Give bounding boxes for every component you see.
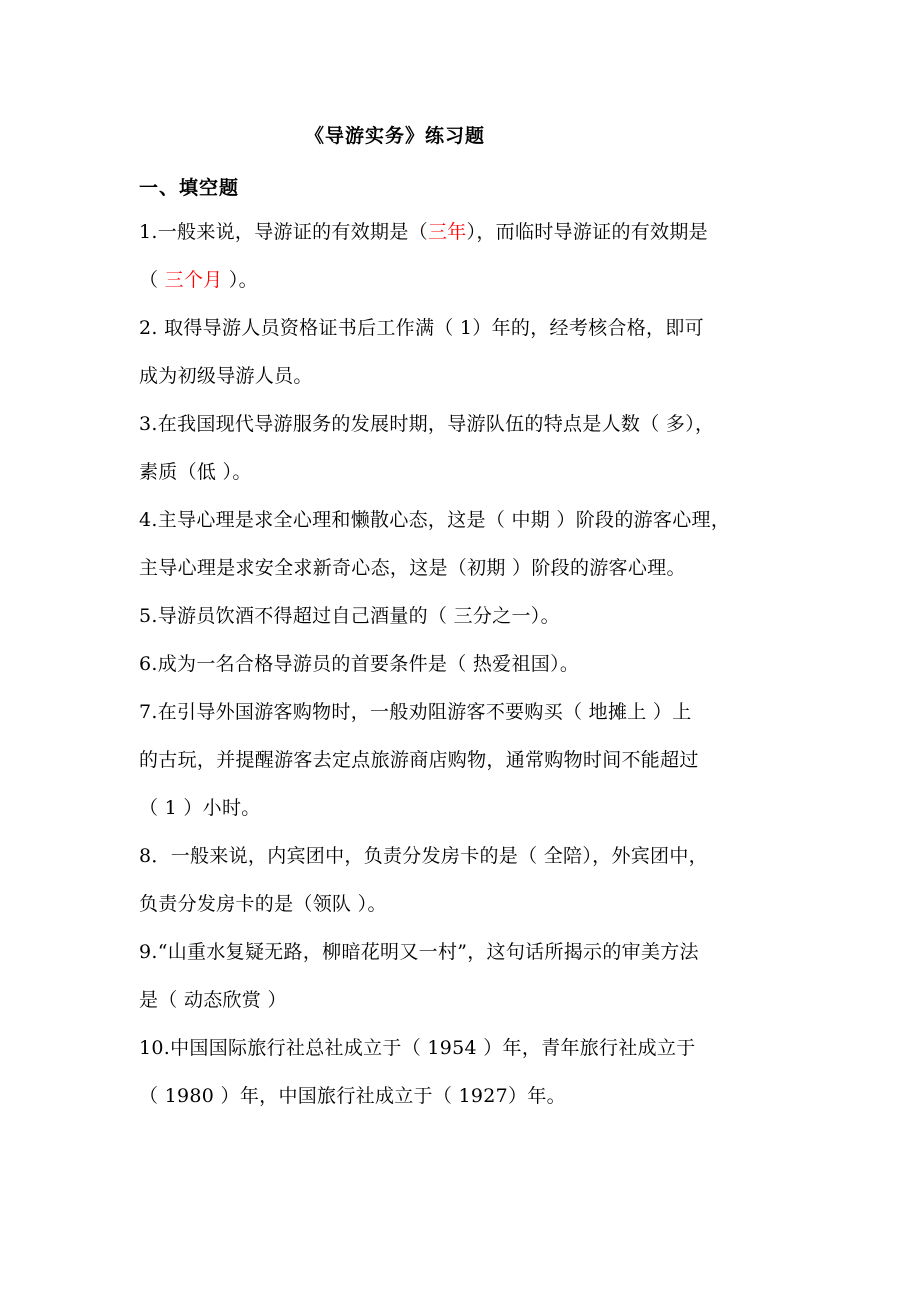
- q9-text-b: 是（: [139, 989, 184, 1011]
- question-3-line-1: [139, 400, 799, 448]
- q7-answer-1: 地摊上: [588, 701, 647, 723]
- q3-answer-2: 低: [196, 461, 217, 483]
- q3-answer-1: 多: [665, 413, 686, 435]
- q4-text-a: 4.主导心理是求全心理和懒散心态，这是（: [139, 509, 512, 531]
- q9-text-c: ）: [261, 989, 287, 1011]
- q3-text-a: 3.在我国现代导游服务的发展时期，导游队伍的特点是人数（: [139, 413, 666, 435]
- q7-text-a: 7.在引导外国游客购物时，一般劝阻游客不要购买（: [139, 701, 589, 723]
- q3-text-d: ）。: [216, 461, 252, 483]
- q1-answer-2: 三个月: [164, 269, 223, 291]
- question-8-line-1: [139, 832, 799, 880]
- q6-answer: 热爱祖国: [472, 653, 551, 675]
- q8-text-b: ），外宾团中，: [582, 845, 708, 867]
- q9-answer: 动态欣赏: [183, 989, 262, 1011]
- question-7-line-2: [139, 736, 799, 784]
- q1-answer-1: 三年: [427, 221, 467, 243]
- q8-text-d: ）。: [351, 893, 387, 915]
- q4-text-b: ）阶段的游客心理，: [550, 509, 731, 531]
- q1-text-a: 1.一般来说，导游证的有效期是（: [139, 221, 428, 243]
- q8-text-c: 负责分发房卡的是（: [139, 893, 313, 915]
- question-1-line-2: [139, 256, 799, 304]
- question-4-line-1: [139, 496, 799, 544]
- q4-answer-1: 中期: [511, 509, 551, 531]
- q5-text-a: 5.导游员饮酒不得超过自己酒量的（: [139, 605, 454, 627]
- question-10-line-2: [139, 1072, 799, 1120]
- q6-text-b: ）。: [550, 653, 580, 675]
- q8-answer-2: 领队: [312, 893, 352, 915]
- q8-text-a: 8．一般来说，内宾团中，负责分发房卡的是（: [139, 845, 544, 867]
- question-9-line-2: [139, 976, 799, 1024]
- q3-text-b: ），: [685, 413, 715, 435]
- question-2-line-1: [139, 304, 799, 352]
- q4-text-c: 主导心理是求安全求新奇心态，这是（: [139, 557, 468, 579]
- q10-answer-3: 1927: [458, 1085, 509, 1107]
- q3-text-c: 素质（: [139, 461, 197, 483]
- q6-text-a: 6.成为一名合格导游员的首要条件是（: [139, 653, 473, 675]
- q7-text-e: ）小时。: [177, 797, 261, 819]
- q1-text-d: ）。: [222, 269, 258, 291]
- section-heading: 一、填空题: [139, 177, 240, 199]
- q10-answer-1: 1954: [427, 1037, 477, 1059]
- q7-text-c: 的古玩，并提醒游客去定点旅游商店购物，通常购物时间不能超过: [139, 749, 699, 771]
- q10-answer-2: 1980: [164, 1085, 215, 1107]
- question-4-line-2: [139, 544, 799, 592]
- q10-text-a: 10.中国国际旅行社总社成立于（: [139, 1037, 428, 1059]
- question-7-line-1: [139, 688, 799, 736]
- question-7-line-3: [139, 784, 799, 832]
- q4-text-d: ）阶段的游客心理。: [505, 557, 686, 579]
- q1-text-b: ），而临时导游证的有效期是: [466, 221, 708, 243]
- q10-text-d: ）年，中国旅行社成立于（: [214, 1085, 459, 1107]
- question-6-line-1: [139, 640, 799, 688]
- q2-text-a: 2. 取得导游人员资格证书后工作满（: [139, 317, 460, 339]
- q5-text-b: ）。: [530, 605, 560, 627]
- q5-answer: 三分之一: [453, 605, 531, 627]
- q9-text-a: 9.“山重水复疑无路，柳暗花明又一村”，这句话所揭示的审美方法: [139, 941, 699, 963]
- q10-text-e: ）年。: [508, 1085, 566, 1107]
- q10-text-c: （: [139, 1085, 165, 1107]
- question-10-line-1: [139, 1024, 799, 1072]
- q1-text-c: （: [139, 269, 165, 291]
- question-1-line-1: [139, 208, 799, 256]
- q7-answer-2: 1: [164, 797, 178, 819]
- q2-text-c: 成为初级导游人员。: [139, 365, 313, 387]
- q2-text-b: ）年的，经考核合格，即可: [472, 317, 704, 339]
- question-3-line-2: [139, 448, 799, 496]
- document-title: 《导游实务》练习题: [305, 125, 486, 147]
- q2-answer: 1: [459, 317, 473, 339]
- q7-text-b: ）上: [646, 701, 692, 723]
- question-list: [139, 208, 799, 1120]
- question-5-line-1: [139, 592, 799, 640]
- q8-answer-1: 全陪: [543, 845, 583, 867]
- q10-text-b: ）年，青年旅行社成立于: [476, 1037, 696, 1059]
- question-2-line-2: [139, 352, 799, 400]
- q4-answer-2: 初期: [467, 557, 506, 579]
- q7-text-d: （: [139, 797, 165, 819]
- question-9-line-1: [139, 928, 799, 976]
- question-8-line-2: [139, 880, 799, 928]
